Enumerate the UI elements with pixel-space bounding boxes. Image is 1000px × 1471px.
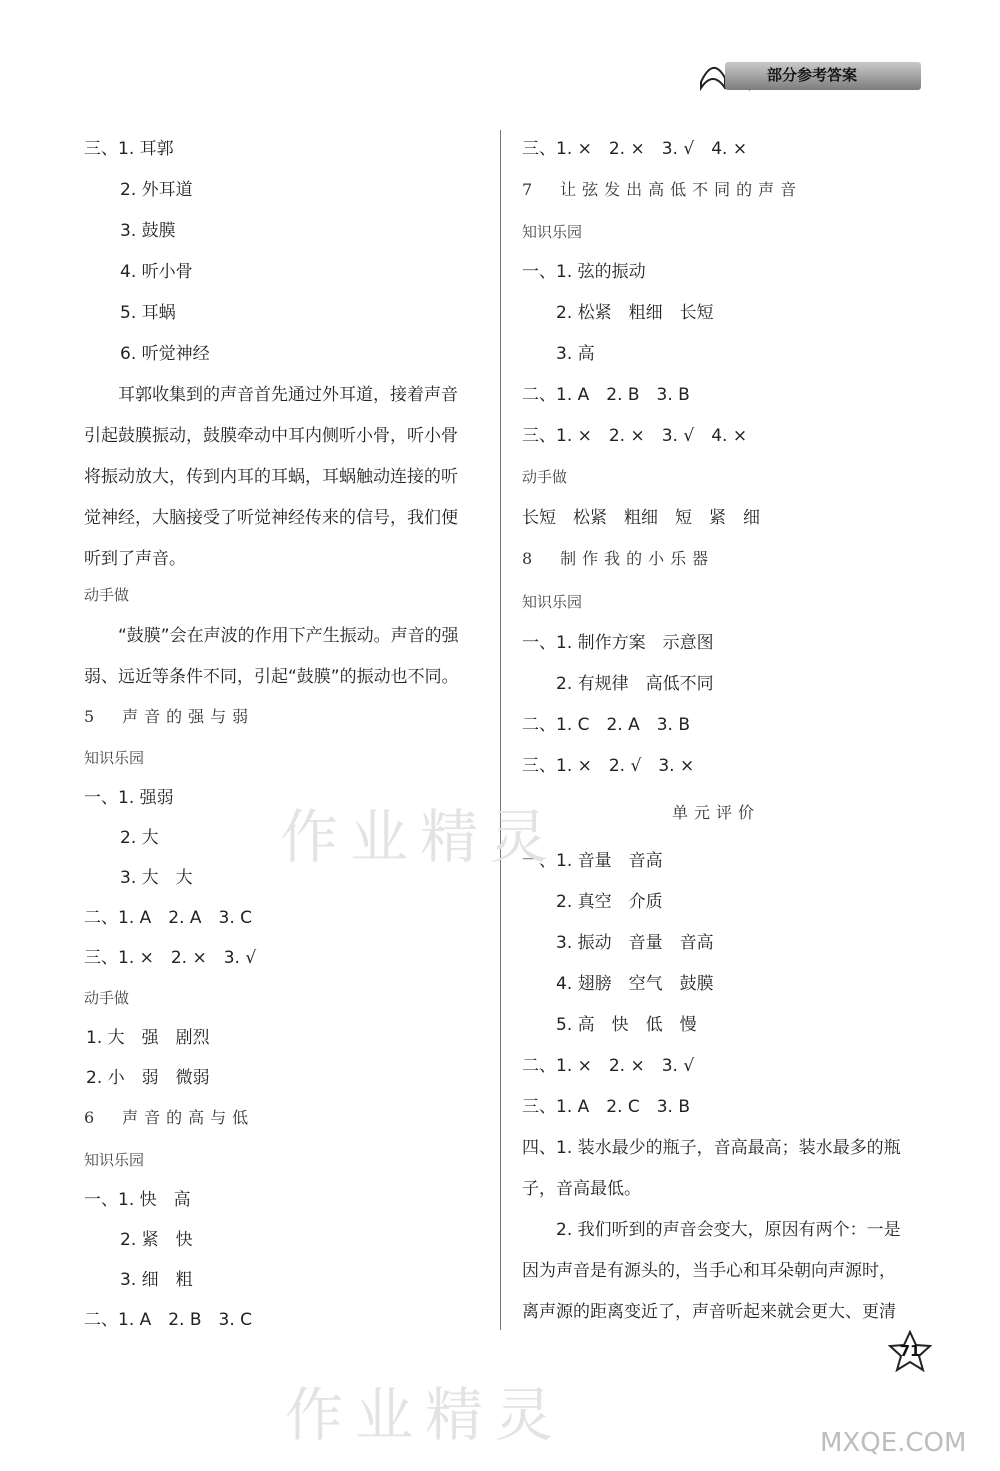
- answer-line: 二、1. A 2. B 3. B: [522, 385, 690, 405]
- answer-line: 3. 细 粗: [120, 1270, 193, 1290]
- subsection-label: 动手做: [84, 989, 130, 1007]
- answer-line: 2. 真空 介质: [556, 892, 663, 912]
- corner-watermark: MXQE.COM: [820, 1428, 967, 1458]
- section-banner: [695, 48, 923, 94]
- paragraph-line: “鼓膜”会在声波的作用下产生振动。声音的强: [118, 626, 459, 646]
- paragraph-line: 离声源的距离变近了，声音听起来就会更大、更清: [522, 1302, 896, 1322]
- subsection-label: 知识乐园: [522, 223, 583, 241]
- answer-line: 5. 耳蜗: [120, 303, 176, 323]
- answer-line: 2. 小 弱 微弱: [86, 1068, 210, 1088]
- answer-line: 三、1. × 2. × 3. √ 4. ×: [522, 426, 748, 446]
- answer-line: 4. 听小骨: [120, 262, 193, 282]
- answer-line: 6. 听觉神经: [120, 344, 210, 364]
- answer-line: 2. 紧 快: [120, 1230, 193, 1250]
- paragraph-line: 将振动放大，传到内耳的耳蜗，耳蜗触动连接的听: [84, 467, 458, 487]
- answer-line: 3. 高: [556, 344, 595, 364]
- answer-line: 三、1. × 2. × 3. √ 4. ×: [522, 139, 748, 159]
- answer-line: 三、1. × 2. × 3. √: [84, 948, 257, 968]
- answer-line: 3. 大 大: [120, 868, 193, 888]
- subsection-label: 知识乐园: [522, 593, 583, 611]
- answer-line: 三、1. 耳郭: [84, 139, 174, 159]
- page-number-badge: [888, 1330, 932, 1374]
- page-number: 71: [899, 1342, 921, 1360]
- paragraph-line: 引起鼓膜振动，鼓膜牵动中耳内侧听小骨，听小骨: [84, 426, 458, 446]
- subsection-label: 知识乐园: [84, 749, 145, 767]
- answer-line: 4. 翅膀 空气 鼓膜: [556, 974, 714, 994]
- answer-line: 一、1. 强弱: [84, 788, 174, 808]
- section-heading: 5 声音的强与弱: [84, 707, 255, 726]
- subsection-label: 动手做: [84, 586, 130, 604]
- column-divider: [500, 130, 501, 1330]
- answer-line: 3. 振动 音量 音高: [556, 933, 714, 953]
- paragraph-line: 弱、远近等条件不同，引起“鼓膜”的振动也不同。: [84, 667, 459, 687]
- answer-line: 一、1. 快 高: [84, 1190, 191, 1210]
- answer-line: 2. 有规律 高低不同: [556, 674, 714, 694]
- section-heading: 8 制作我的小乐器: [522, 549, 715, 568]
- paragraph-line: 2. 我们听到的声音会变大，原因有两个：一是: [556, 1220, 901, 1240]
- answer-line: 三、1. × 2. √ 3. ×: [522, 756, 695, 776]
- subsection-label: 知识乐园: [84, 1151, 145, 1169]
- section-heading: 7 让弦发出高低不同的声音: [522, 180, 803, 199]
- answer-line: 1. 大 强 剧烈: [86, 1028, 210, 1048]
- answer-line: 3. 鼓膜: [120, 221, 176, 241]
- answer-line: 一、1. 制作方案 示意图: [522, 633, 714, 653]
- answer-line: 5. 高 快 低 慢: [556, 1015, 697, 1035]
- answer-line: 2. 松紧 粗细 长短: [556, 303, 714, 323]
- subsection-label: 动手做: [522, 468, 568, 486]
- unit-evaluation-heading: 单元评价: [672, 803, 761, 822]
- section-heading: 6 声音的高与低: [84, 1108, 255, 1127]
- answer-line: 二、1. A 2. B 3. C: [84, 1310, 253, 1330]
- watermark-text: 作业精灵: [280, 803, 561, 871]
- paragraph-line: 觉神经，大脑接受了听觉神经传来的信号，我们便: [84, 508, 458, 528]
- paragraph-line: 四、1. 装水最少的瓶子，音高最高；装水最多的瓶: [522, 1138, 901, 1158]
- answer-line: 2. 外耳道: [120, 180, 193, 200]
- paragraph-line: 子，音高最低。: [522, 1179, 641, 1199]
- answer-line: 二、1. C 2. A 3. B: [522, 715, 691, 735]
- answer-line: 长短 松紧 粗细 短 紧 细: [522, 508, 760, 528]
- answer-line: 二、1. A 2. A 3. C: [84, 908, 252, 928]
- watermark-text: 作业精灵: [285, 1381, 566, 1449]
- answer-line: 二、1. × 2. × 3. √: [522, 1056, 695, 1076]
- answer-line: 三、1. A 2. C 3. B: [522, 1097, 691, 1117]
- paragraph-line: 听到了声音。: [84, 549, 186, 569]
- answer-line: 一、1. 弦的振动: [522, 262, 646, 282]
- paragraph-line: 耳郭收集到的声音首先通过外耳道，接着声音: [118, 385, 458, 405]
- answer-line: 一、1. 音量 音高: [522, 851, 663, 871]
- banner-title: 部分参考答案: [767, 66, 858, 84]
- answer-line: 2. 大: [120, 828, 159, 848]
- paragraph-line: 因为声音是有源头的，当手心和耳朵朝向声源时，: [522, 1261, 896, 1281]
